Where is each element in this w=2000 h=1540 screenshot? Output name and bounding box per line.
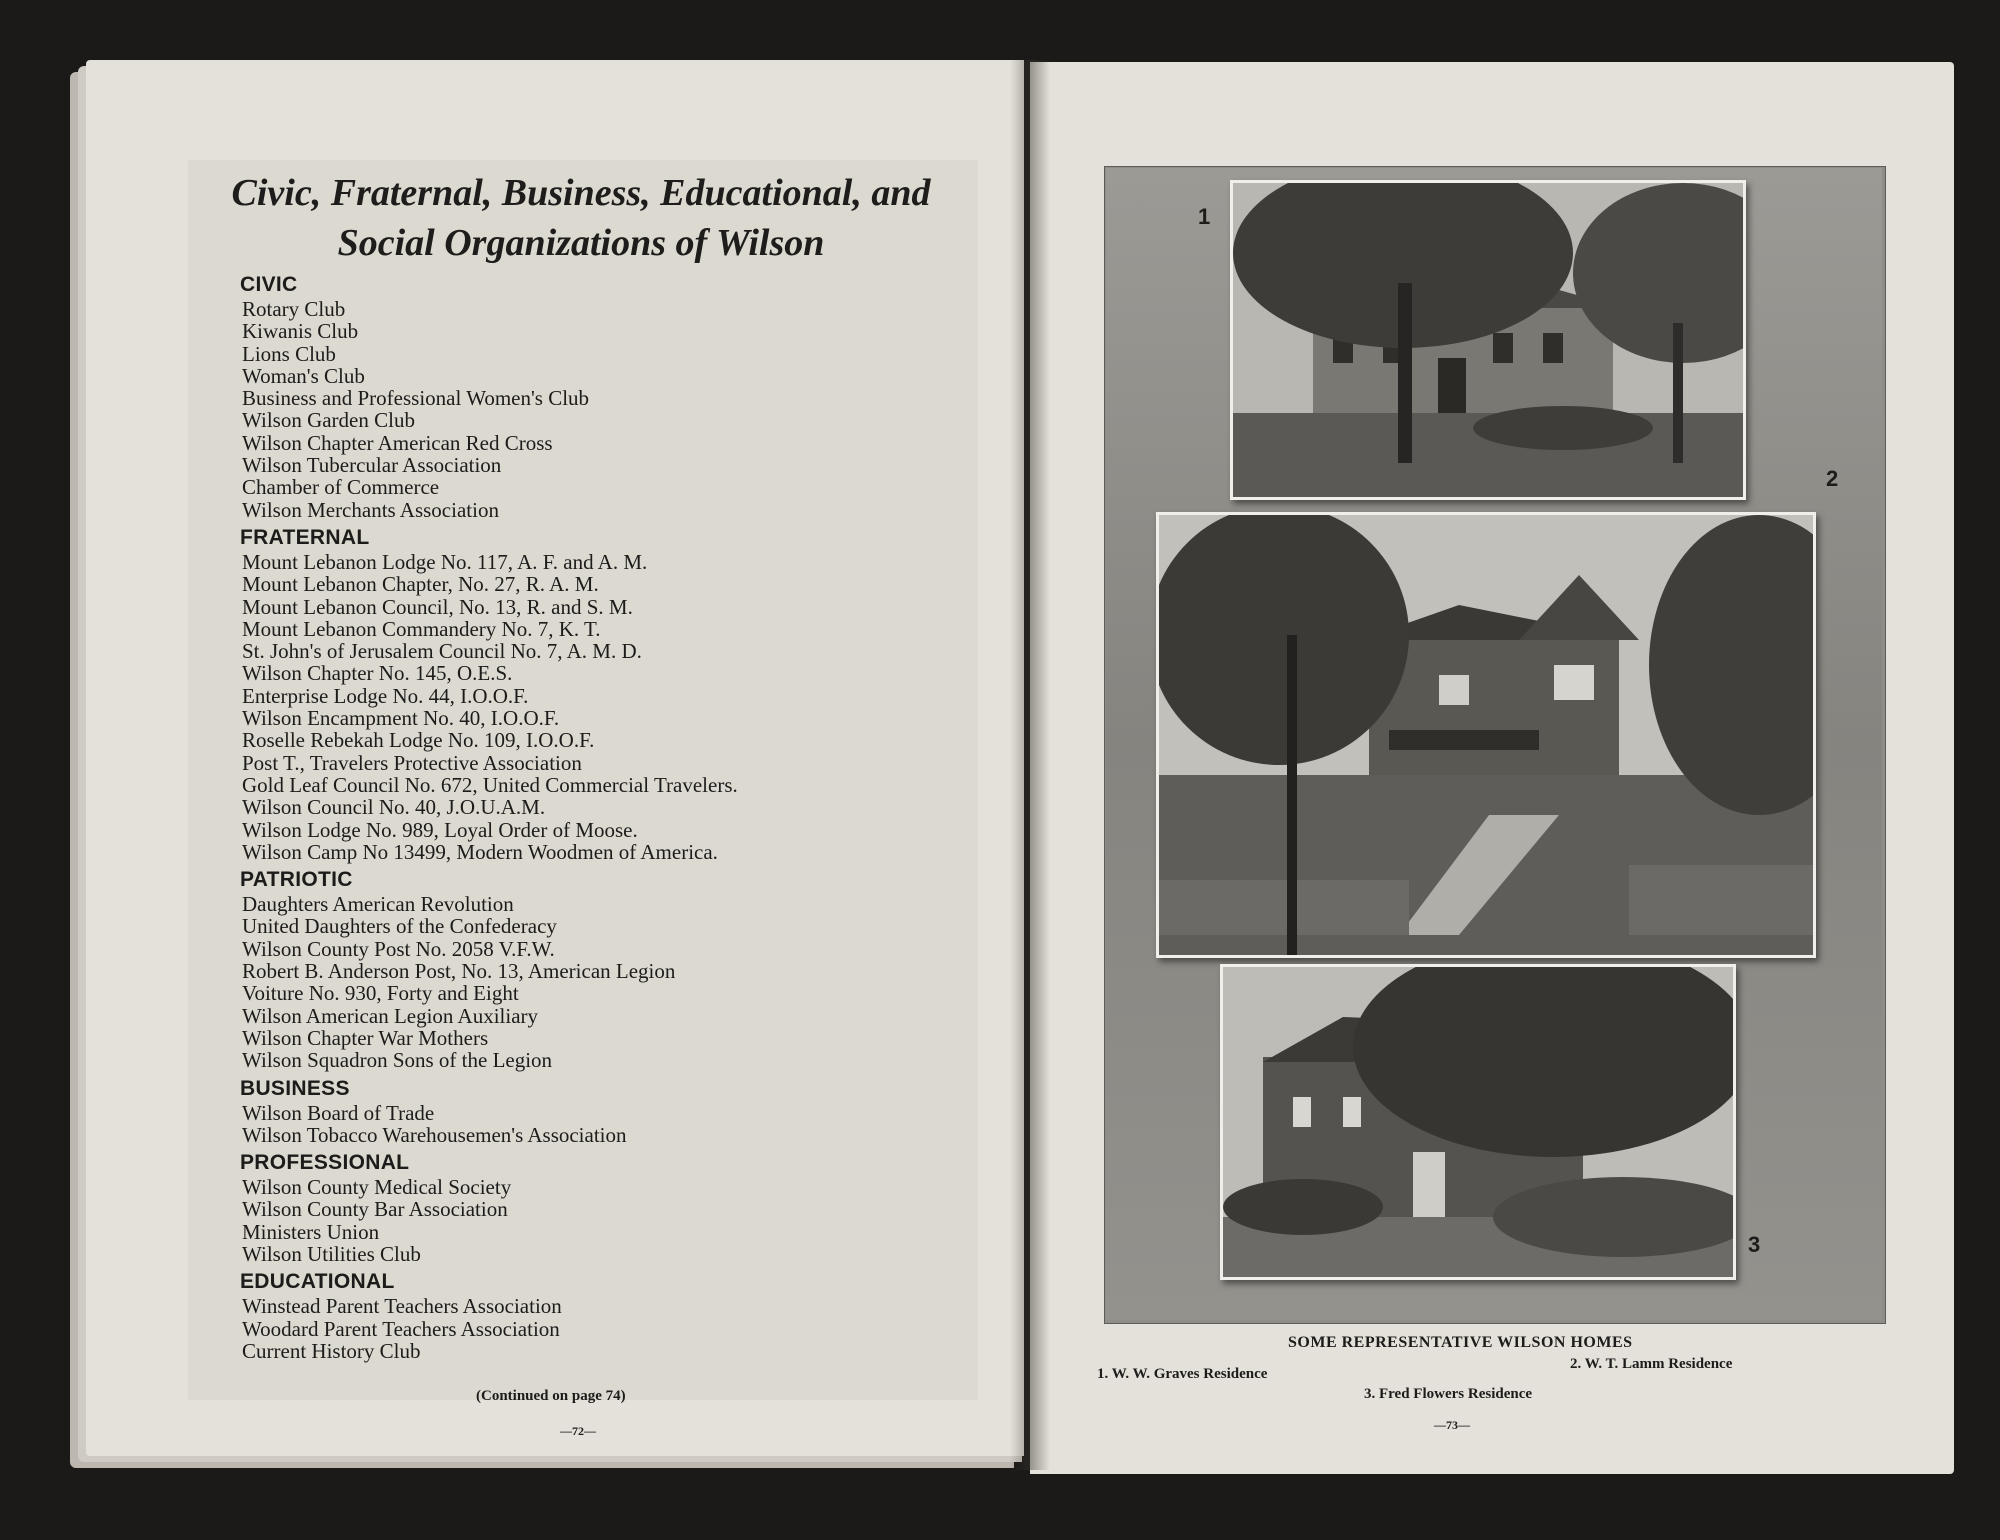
organization-item: Wilson Chapter War Mothers xyxy=(242,1025,489,1050)
organization-item: Ministers Union xyxy=(242,1219,380,1244)
organization-item: Current History Club xyxy=(242,1338,421,1363)
organization-item: Post T., Travelers Protective Association xyxy=(242,750,582,775)
caption-graves: 1. W. W. Graves Residence xyxy=(1097,1366,1268,1382)
organization-item: United Daughters of the Confederacy xyxy=(242,914,557,939)
caption-flowers: 3. Fred Flowers Residence xyxy=(1364,1386,1533,1402)
photo-number-3: 3 xyxy=(1748,1232,1761,1257)
organization-item: Woodard Parent Teachers Association xyxy=(242,1316,560,1341)
organization-item: Mount Lebanon Commandery No. 7, K. T. xyxy=(242,616,601,641)
organization-item: Wilson Encampment No. 40, I.O.O.F. xyxy=(242,706,560,731)
organization-item: Winstead Parent Teachers Association xyxy=(242,1294,562,1319)
organization-item: Wilson Tubercular Association xyxy=(242,453,502,478)
organization-item: Wilson County Post No. 2058 V.F.W. xyxy=(242,936,555,961)
photo-number-1: 1 xyxy=(1198,204,1211,229)
organization-item: Wilson County Medical Society xyxy=(242,1175,512,1200)
organization-item: Wilson Camp No 13499, Modern Woodmen of America. xyxy=(242,839,718,864)
organization-item: Mount Lebanon Lodge No. 117, A. F. and A. M. xyxy=(242,549,648,574)
organization-item: Mount Lebanon Chapter, No. 27, R. A. M. xyxy=(242,572,599,597)
organization-item: Wilson Chapter No. 145, O.E.S. xyxy=(242,661,513,686)
house-3-image xyxy=(1223,967,1733,1277)
section-heading-professional: PROFESSIONAL xyxy=(240,1151,410,1175)
photo-graves-residence xyxy=(1230,180,1746,500)
organization-item: Rotary Club xyxy=(242,297,346,321)
page-number-right: —73— xyxy=(1434,1418,1470,1432)
section-heading-patriotic: PATRIOTIC xyxy=(240,868,353,892)
organization-item: Wilson Squadron Sons of the Legion xyxy=(242,1048,553,1073)
photo-flowers-residence xyxy=(1220,964,1736,1280)
organization-item: Wilson Merchants Association xyxy=(242,497,499,522)
organization-item: Lions Club xyxy=(242,341,336,366)
organization-item: Wilson American Legion Auxiliary xyxy=(242,1003,539,1028)
house-2-image xyxy=(1159,515,1813,955)
caption-title: SOME REPRESENTATIVE WILSON HOMES xyxy=(1288,1334,1633,1351)
organization-list xyxy=(240,268,960,1362)
organization-item: Wilson Board of Trade xyxy=(242,1100,435,1125)
organization-item: Voiture No. 930, Forty and Eight xyxy=(242,981,519,1006)
photo-lamm-residence xyxy=(1156,512,1816,958)
title-line-1: Civic, Fraternal, Business, Educational, and xyxy=(231,172,931,214)
continued-note: (Continued on page 74) xyxy=(476,1388,626,1404)
organization-item: Wilson Utilities Club xyxy=(242,1241,421,1266)
page-title xyxy=(196,168,966,268)
organization-item: Wilson Garden Club xyxy=(242,408,415,433)
page-number-left: —72— xyxy=(560,1424,596,1438)
book-gutter xyxy=(1010,60,1050,1470)
organization-item: Wilson Chapter American Red Cross xyxy=(242,430,553,455)
organization-item: Wilson County Bar Association xyxy=(242,1197,508,1222)
section-heading-educational: EDUCATIONAL xyxy=(240,1270,395,1294)
organization-item: Daughters American Revolution xyxy=(242,892,514,917)
organization-item: Wilson Tobacco Warehousemen's Association xyxy=(242,1122,627,1147)
organization-item: Mount Lebanon Council, No. 13, R. and S. M. xyxy=(242,594,633,619)
organization-item: St. John's of Jerusalem Council No. 7, A. M. D. xyxy=(242,639,642,664)
organization-item: Roselle Rebekah Lodge No. 109, I.O.O.F. xyxy=(242,728,595,753)
organization-item: Wilson Lodge No. 989, Loyal Order of Moose. xyxy=(242,817,638,842)
house-1-image xyxy=(1233,183,1743,497)
title-line-2: Social Organizations of Wilson xyxy=(337,222,825,264)
section-heading-fraternal: FRATERNAL xyxy=(240,525,370,549)
organization-item: Kiwanis Club xyxy=(242,319,359,344)
photo-number-2: 2 xyxy=(1826,466,1839,491)
organization-item: Chamber of Commerce xyxy=(242,475,440,500)
organization-item: Woman's Club xyxy=(242,363,365,388)
organization-item: Business and Professional Women's Club xyxy=(242,386,590,411)
organization-item: Robert B. Anderson Post, No. 13, American Legion xyxy=(242,959,676,984)
caption-lamm: 2. W. T. Lamm Residence xyxy=(1570,1356,1733,1372)
organization-item: Wilson Council No. 40, J.O.U.A.M. xyxy=(242,795,546,820)
organization-item: Gold Leaf Council No. 672, United Commercial Travelers. xyxy=(242,772,738,797)
organization-item: Enterprise Lodge No. 44, I.O.O.F. xyxy=(242,683,529,708)
section-heading-civic: CIVIC xyxy=(240,273,298,296)
section-heading-business: BUSINESS xyxy=(240,1076,350,1100)
